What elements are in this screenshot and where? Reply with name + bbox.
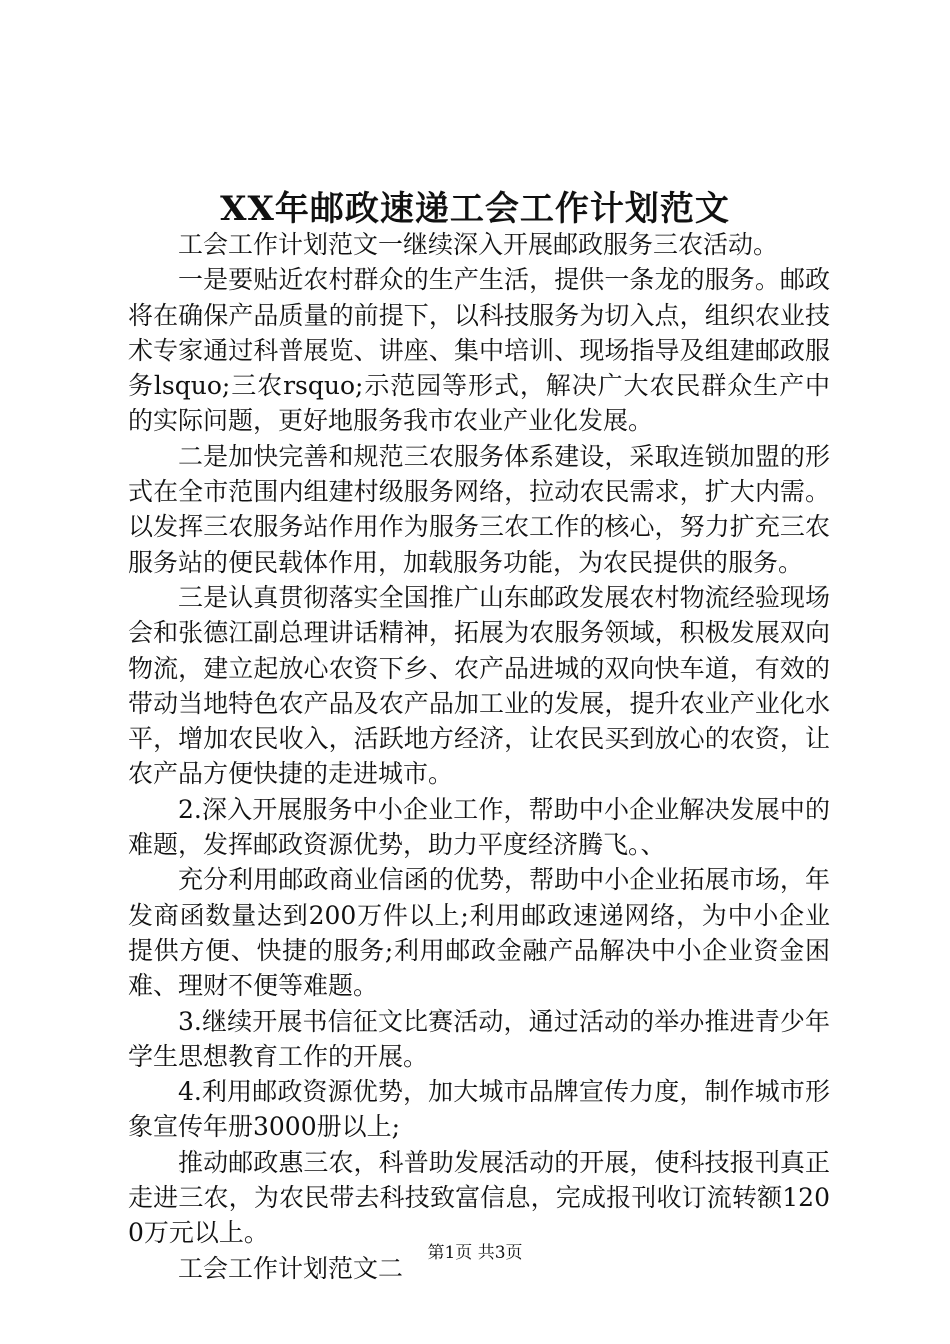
paragraph: 2.深入开展服务中小企业工作，帮助中小企业解决发展中的难题，发挥邮政资源优势，助力平度经济腾飞。、	[128, 794, 830, 860]
paragraph: 三是认真贯彻落实全国推广山东邮政发展农村物流经验现场会和张德江副总理讲话精神，拓展为农服务领域，积极发展双向物流，建立起放心农资下乡、农产品进城的双向快车道，有效的带动当地特色农产品及农产品加工业的发展，提升农业产业化水平，增加农民收入，活跃地方经济，让农民买到放心的农资，让农产品方便快捷的走进城市。	[128, 582, 830, 789]
paragraph: 3.继续开展书信征文比赛活动，通过活动的举办推进青少年学生思想教育工作的开展。	[128, 1006, 830, 1071]
paragraph: 4.利用邮政资源优势，加大城市品牌宣传力度，制作城市形象宣传年册3000册以上;	[128, 1077, 830, 1142]
paragraph: 充分利用邮政商业信函的优势，帮助中小企业拓展市场，年发商函数量达到200万件以上;利用邮政速递网络，为中小企业提供方便、快捷的服务;利用邮政金融产品解决中小企业资金困难、理财不便等难题。	[128, 865, 830, 1001]
document-body	[128, 227, 830, 1286]
paragraph: 工会工作计划范文一继续深入开展邮政服务三农活动。	[178, 230, 779, 259]
document-title: XX年邮政速递工会工作计划范文	[220, 189, 730, 229]
paragraph: 一是要贴近农村群众的生产生活，提供一条龙的服务。邮政将在确保产品质量的前提下，以科技服务为切入点，组织农业技术专家通过科普展览、讲座、集中培训、现场指导及组建邮政服务lsquo;三农rsquo;示范园等形式，解决广大农民群众生产中的实际问题，更好地服务我市农业产业化发展。	[128, 265, 830, 436]
page-number: 第1页 共3页	[427, 1243, 523, 1263]
paragraph: 推动邮政惠三农，科普助发展活动的开展，使科技报刊真正走进三农，为农民带去科技致富信息，完成报刊收订流转额1200万元以上。	[128, 1147, 830, 1248]
paragraph: 工会工作计划范文二	[178, 1253, 404, 1283]
paragraph: 二是加快完善和规范三农服务体系建设，采取连锁加盟的形式在全市范围内组建村级服务网络，拉动农民需求，扩大内需。以发挥三农服务站作用作为服务三农工作的核心，努力扩充三农服务站的便民载体作用，加载服务功能，为农民提供的服务。	[128, 441, 830, 577]
